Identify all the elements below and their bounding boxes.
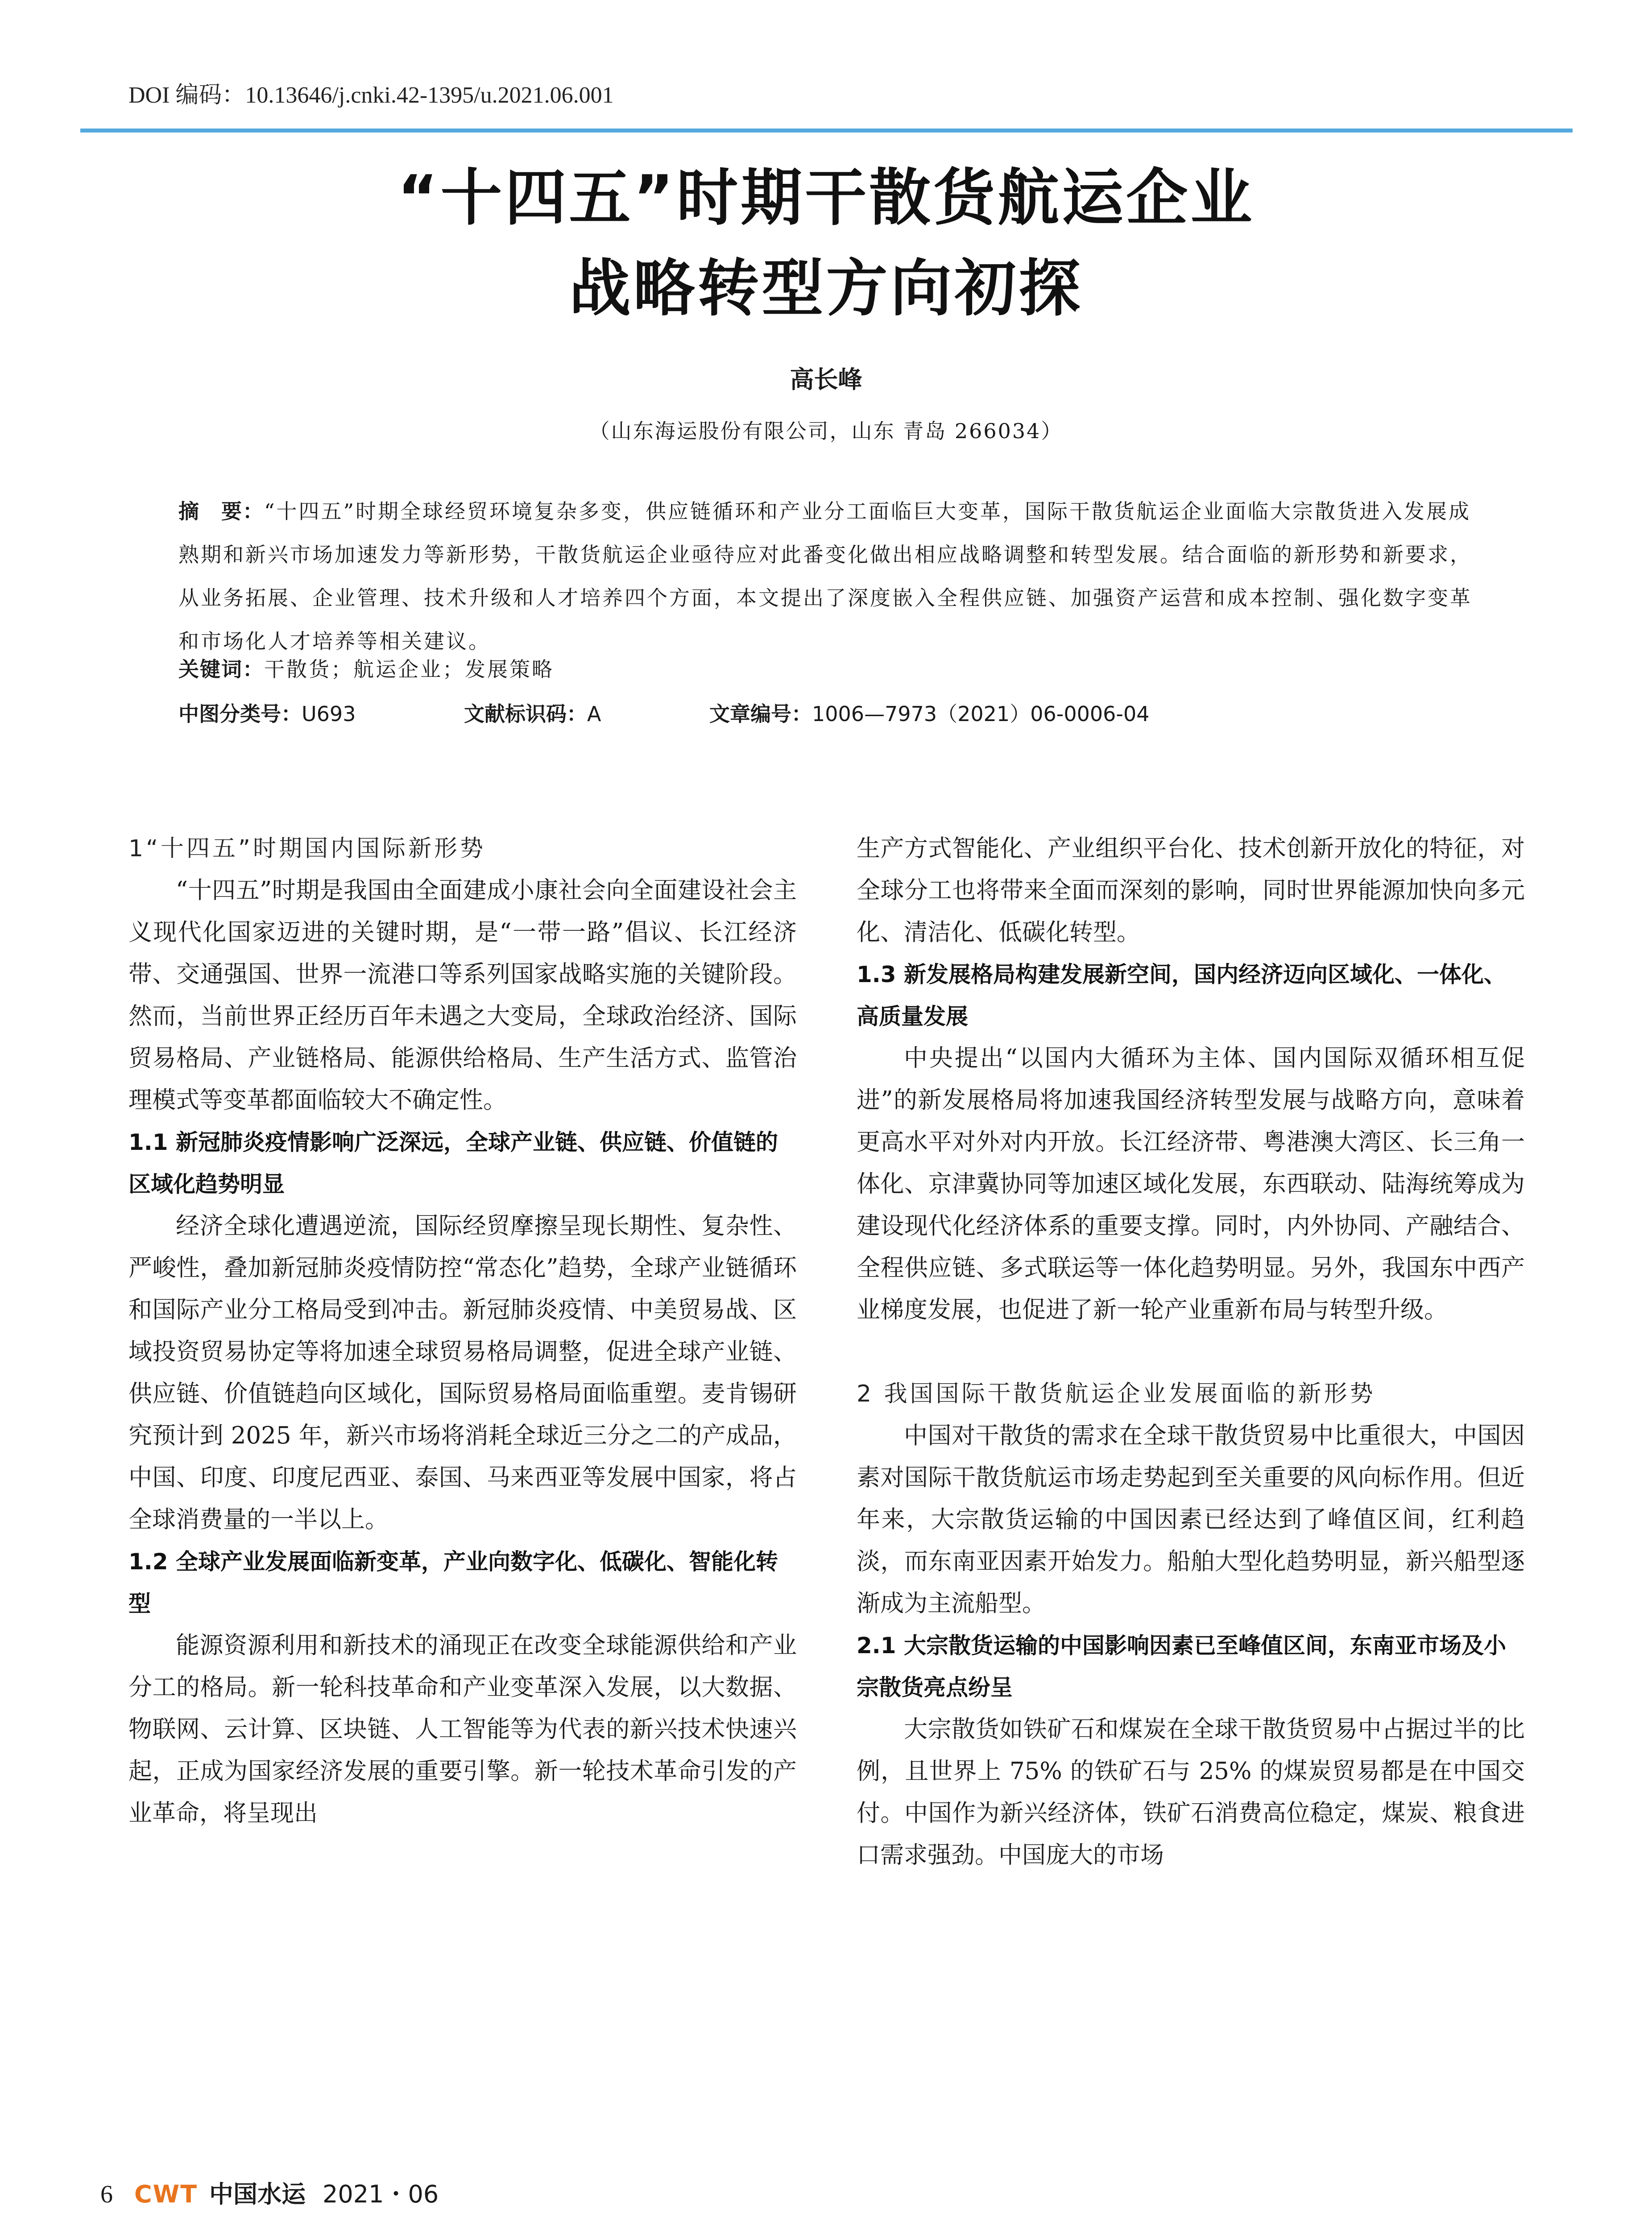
article-number [709,701,1150,727]
section-1-2-continued: 生产方式智能化、产业组织平台化、技术创新开放化的特征，对全球分工也将带来全面而深刻的影响，同时世界能源加快向多元化、清洁化、低碳化转型。 [857,835,1525,946]
issue-number: 2021・06 [323,2180,439,2208]
author-affiliation: （山东海运股份有限公司，山东 青岛 266034） [589,419,1063,443]
left-column [128,828,797,1834]
page-footer [100,2182,439,2207]
keywords [178,656,1486,683]
page-number: 6 [100,2181,113,2208]
doc-code-label: 文献标识码： [464,702,587,726]
abstract-text: “十四五”时期全球经贸环境复杂多变，供应链循环和产业分工面临巨大变革，国际干散货航运企业面临大宗散货进入发展成熟期和新兴市场加速发力等新形势，干散货航运企业亟待应对此番变化做出相应战略调整和转型发展。结合面临的新形势和新要求，从业务拓展、企业管理、技术升级和人才培养四个方面，本文提出了深度嵌入全程供应链、加强资产运营和成本控制、强化数字变革和市场化人才培养等相关建议。 [178,499,1472,653]
keywords-text: 干散货；航运企业；发展策略 [264,657,554,681]
doi-line: DOI 编码：10.13646/j.cnki.42-1395/u.2021.06.001 [128,83,614,108]
article-title-line2: 战略转型方向初探 [569,253,1083,324]
section-1-2-paragraph: 能源资源利用和新技术的涌现正在改变全球能源供给和产业分工的格局。新一轮科技革命和产业变革深入发展，以大数据、物联网、云计算、区块链、人工智能等为代表的新兴技术快速兴起，正成为国家经济发展的重要引擎。新一轮技术革命引发的产业革命，将呈现出 [128,1632,797,1827]
doc-code-value: A [587,702,601,726]
section-2-1-heading: 2.1 大宗散货运输的中国影响因素已至峰值区间，东南亚市场及小宗散货亮点纷呈 [857,1633,1506,1700]
header-rule [80,129,1573,133]
section-1-1-heading: 1.1 新冠肺炎疫情影响广泛深远，全球产业链、供应链、价值链的区域化趋势明显 [128,1129,778,1197]
section-2-heading: 2 我国国际干散货航运企业发展面临的新形势 [857,1381,1376,1407]
keywords-label: 关键词： [178,657,264,681]
section-1-3-paragraph: 中央提出“以国内大循环为主体、国内国际双循环相互促进”的新发展格局将加速我国经济转型发展与战略方向，意味着更高水平对外对内开放。长江经济带、粤港澳大湾区、长三角一体化、京津冀协同等加速区域化发展，东西联动、陆海统筹成为建设现代化经济体系的重要支撑。同时，内外协同、产融结合、全程供应链、多式联运等一体化趋势明显。另外，我国东中西产业梯度发展，也促进了新一轮产业重新布局与转型升级。 [857,1045,1525,1323]
section-1-paragraph: “十四五”时期是我国由全面建成小康社会向全面建设社会主义现代化国家迈进的关键时期，是“一带一路”倡议、长江经济带、交通强国、世界一流港口等系列国家战略实施的关键阶段。然而，当前世界正经历百年未遇之大变局，全球政治经济、国际贸易格局、产业链格局、能源供给格局、生产生活方式、监管治理模式等变革都面临较大不确定性。 [128,877,797,1114]
document-code [464,701,601,727]
clc-value: U693 [302,702,356,726]
journal-logo: CWT [134,2180,198,2208]
author-name: 高长峰 [790,365,862,394]
section-2-paragraph: 中国对干散货的需求在全球干散货贸易中比重很大，中国因素对国际干散货航运市场走势起到至关重要的风向标作用。但近年来，大宗散货运输的中国因素已经达到了峰值区间，红利趋淡，而东南亚因素开始发力。船舶大型化趋势明显，新兴船型逐渐成为主流船型。 [857,1422,1525,1617]
abstract-label: 摘 要： [178,499,264,523]
section-gap [857,1331,1525,1373]
journal-name: 中国水运 [209,2180,306,2208]
article-number-label: 文章编号： [709,702,812,726]
clc-label: 中图分类号： [178,702,302,726]
section-1-2-heading: 1.2 全球产业发展面临新变革，产业向数字化、低碳化、智能化转型 [128,1549,778,1617]
section-1-1-paragraph: 经济全球化遭遇逆流，国际经贸摩擦呈现长期性、复杂性、严峻性，叠加新冠肺炎疫情防控“常态化”趋势，全球产业链循环和国际产业分工格局受到冲击。新冠肺炎疫情、中美贸易战、区域投资贸易协定等将加速全球贸易格局调整，促进全球产业链、供应链、价值链趋向区域化，国际贸易格局面临重塑。麦肯锡研究预计到 2025 年，新兴市场将消耗全球近三分之二的产成品，中国、印度、印度尼西亚、泰国、马来西亚等发展中国家，将占全球消费量的一半以上。 [128,1212,797,1533]
clc-number [178,701,356,727]
section-1-3-heading: 1.3 新发展格局构建发展新空间，国内经济迈向区域化、一体化、高质量发展 [857,962,1506,1029]
article-number-value: 1006—7973（2021）06-0006-04 [812,702,1150,726]
section-2-1-paragraph: 大宗散货如铁矿石和煤炭在全球干散货贸易中占据过半的比例，且世界上 75% 的铁矿石与 25% 的煤炭贸易都是在中国交付。中国作为新兴经济体，铁矿石消费高位稳定，煤炭、粮食进口需求强劲。中国庞大的市场 [857,1716,1525,1869]
article-title-line1: “十四五”时期干散货航运企业 [397,162,1255,234]
right-column [857,828,1525,1876]
abstract [178,490,1486,663]
section-1-heading: 1“十四五”时期国内国际新形势 [128,835,486,862]
